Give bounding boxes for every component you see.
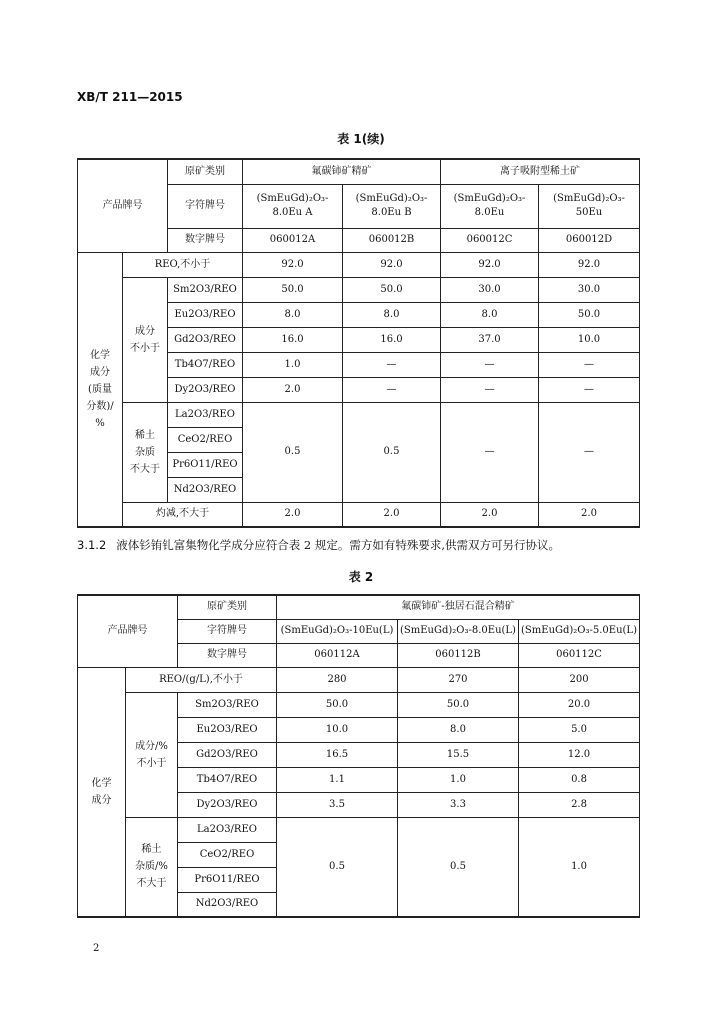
value-cell: 50.0 bbox=[243, 277, 343, 302]
value-cell: 0.5 bbox=[243, 402, 343, 502]
value-cell: 0.8 bbox=[519, 767, 640, 792]
value-cell: 3.3 bbox=[398, 792, 519, 817]
reo-label: REO/(g/L),不小于 bbox=[126, 667, 277, 692]
group-header-b: 离子吸附型稀土矿 bbox=[441, 159, 640, 184]
value-cell: 16.5 bbox=[277, 742, 398, 767]
table2 bbox=[77, 594, 640, 918]
oxide-label: CeO2/REO bbox=[178, 842, 277, 867]
chem-comp-label: 化学 成分 bbox=[78, 667, 126, 917]
oxide-label: La2O3/REO bbox=[168, 402, 243, 427]
value-cell: 5.0 bbox=[519, 717, 640, 742]
num-grade-cell: 060112A bbox=[277, 643, 398, 667]
oxide-label: Gd2O3/REO bbox=[168, 327, 243, 352]
page-number: 2 bbox=[93, 943, 100, 954]
impurity-group-label: 稀土 杂质 不大于 bbox=[123, 402, 168, 502]
char-grade-cell: (SmEuGd)₂O₃-10Eu(L) bbox=[277, 619, 398, 643]
value-cell: 2.8 bbox=[519, 792, 640, 817]
value-cell: 1.0 bbox=[519, 817, 640, 917]
char-grade-cell: (SmEuGd)₂O₃- 8.0Eu B bbox=[343, 184, 441, 228]
standard-number: XB/T 211—2015 bbox=[77, 90, 183, 104]
table-row bbox=[78, 159, 640, 184]
product-grade-header: 产品牌号 bbox=[78, 159, 168, 252]
num-grade-header: 数字牌号 bbox=[168, 228, 243, 252]
oxide-label: Sm2O3/REO bbox=[168, 277, 243, 302]
oxide-label: Nd2O3/REO bbox=[168, 477, 243, 502]
group-header-a: 氟碳铈矿精矿 bbox=[243, 159, 441, 184]
value-cell: 8.0 bbox=[398, 717, 519, 742]
product-grade-header: 产品牌号 bbox=[78, 595, 178, 667]
clause-text: 液体钐铕钆富集物化学成分应符合表 2 规定。需方如有特殊要求,供需双方可另行协议。 bbox=[116, 538, 561, 552]
table1-caption: 表 1(续) bbox=[337, 132, 385, 146]
value-cell: 92.0 bbox=[539, 252, 640, 277]
value-cell: 92.0 bbox=[243, 252, 343, 277]
oxide-label: Dy2O3/REO bbox=[168, 377, 243, 402]
char-grade-header: 字符牌号 bbox=[168, 184, 243, 228]
table-row bbox=[78, 817, 640, 842]
value-cell: 50.0 bbox=[539, 302, 640, 327]
char-grade-cell: (SmEuGd)₂O₃-8.0Eu(L) bbox=[398, 619, 519, 643]
clause-number: 3.1.2 bbox=[77, 538, 107, 552]
table-row bbox=[78, 595, 640, 619]
value-cell: — bbox=[539, 377, 640, 402]
value-cell: 30.0 bbox=[539, 277, 640, 302]
num-grade-cell: 060012D bbox=[539, 228, 640, 252]
num-grade-cell: 060112B bbox=[398, 643, 519, 667]
value-cell: 20.0 bbox=[519, 692, 640, 717]
oxide-label: Dy2O3/REO bbox=[178, 792, 277, 817]
clause-3-1-2 bbox=[77, 537, 560, 553]
value-cell: 280 bbox=[277, 667, 398, 692]
num-grade-cell: 060112C bbox=[519, 643, 640, 667]
value-cell: 1.0 bbox=[398, 767, 519, 792]
oxide-label: Eu2O3/REO bbox=[178, 717, 277, 742]
value-cell: 0.5 bbox=[398, 817, 519, 917]
char-grade-header: 字符牌号 bbox=[178, 619, 277, 643]
value-cell: 200 bbox=[519, 667, 640, 692]
oxide-label: Sm2O3/REO bbox=[178, 692, 277, 717]
table-row bbox=[78, 252, 640, 277]
oxide-label: CeO2/REO bbox=[168, 427, 243, 452]
value-cell: 2.0 bbox=[539, 502, 640, 527]
value-cell: 0.5 bbox=[277, 817, 398, 917]
value-cell: 1.1 bbox=[277, 767, 398, 792]
value-cell: 270 bbox=[398, 667, 519, 692]
oxide-label: Pr6O11/REO bbox=[178, 867, 277, 892]
table-row bbox=[78, 667, 640, 692]
oxide-label: Nd2O3/REO bbox=[178, 892, 277, 917]
value-cell: — bbox=[343, 377, 441, 402]
value-cell: 12.0 bbox=[519, 742, 640, 767]
oxide-label: Tb4O7/REO bbox=[168, 352, 243, 377]
value-cell: — bbox=[441, 352, 539, 377]
char-grade-cell: (SmEuGd)₂O₃- 50Eu bbox=[539, 184, 640, 228]
value-cell: 0.5 bbox=[343, 402, 441, 502]
char-grade-cell: (SmEuGd)₂O₃- 8.0Eu bbox=[441, 184, 539, 228]
value-cell: 10.0 bbox=[277, 717, 398, 742]
value-cell: 37.0 bbox=[441, 327, 539, 352]
value-cell: 92.0 bbox=[343, 252, 441, 277]
value-cell: 8.0 bbox=[441, 302, 539, 327]
value-cell: 2.0 bbox=[343, 502, 441, 527]
value-cell: 50.0 bbox=[343, 277, 441, 302]
table-row bbox=[78, 277, 640, 302]
value-cell: 8.0 bbox=[343, 302, 441, 327]
value-cell: 2.0 bbox=[441, 502, 539, 527]
component-group-label: 成分/% 不小于 bbox=[126, 692, 178, 817]
char-grade-cell: (SmEuGd)₂O₃- 8.0Eu A bbox=[243, 184, 343, 228]
value-cell: 1.0 bbox=[243, 352, 343, 377]
value-cell: 16.0 bbox=[243, 327, 343, 352]
value-cell: 3.5 bbox=[277, 792, 398, 817]
component-group-label: 成分 不小于 bbox=[123, 277, 168, 402]
value-cell: — bbox=[441, 402, 539, 502]
oxide-label: La2O3/REO bbox=[178, 817, 277, 842]
num-grade-header: 数字牌号 bbox=[178, 643, 277, 667]
value-cell: — bbox=[539, 402, 640, 502]
num-grade-cell: 060012A bbox=[243, 228, 343, 252]
oxide-label: Tb4O7/REO bbox=[178, 767, 277, 792]
value-cell: — bbox=[539, 352, 640, 377]
value-cell: 8.0 bbox=[243, 302, 343, 327]
impurity-group-label: 稀土 杂质/% 不大于 bbox=[126, 817, 178, 917]
table1 bbox=[77, 158, 640, 528]
value-cell: 15.5 bbox=[398, 742, 519, 767]
table2-caption: 表 2 bbox=[348, 570, 374, 584]
chem-comp-label: 化学 成分 (质量 分数)/ % bbox=[78, 252, 123, 527]
value-cell: 2.0 bbox=[243, 502, 343, 527]
table-row bbox=[78, 402, 640, 427]
value-cell: 30.0 bbox=[441, 277, 539, 302]
value-cell: 10.0 bbox=[539, 327, 640, 352]
orig-type-header: 原矿类别 bbox=[168, 159, 243, 184]
oxide-label: Gd2O3/REO bbox=[178, 742, 277, 767]
group-header: 氟碳铈矿-独居石混合精矿 bbox=[277, 595, 640, 619]
value-cell: — bbox=[343, 352, 441, 377]
value-cell: 50.0 bbox=[398, 692, 519, 717]
loi-label: 灼减,不大于 bbox=[123, 502, 243, 527]
char-grade-cell: (SmEuGd)₂O₃-5.0Eu(L) bbox=[519, 619, 640, 643]
table-row bbox=[78, 692, 640, 717]
oxide-label: Pr6O11/REO bbox=[168, 452, 243, 477]
num-grade-cell: 060012C bbox=[441, 228, 539, 252]
num-grade-cell: 060012B bbox=[343, 228, 441, 252]
value-cell: 2.0 bbox=[243, 377, 343, 402]
value-cell: 92.0 bbox=[441, 252, 539, 277]
reo-label: REO,不小于 bbox=[123, 252, 243, 277]
table-row bbox=[78, 502, 640, 527]
orig-type-header: 原矿类别 bbox=[178, 595, 277, 619]
value-cell: — bbox=[441, 377, 539, 402]
value-cell: 50.0 bbox=[277, 692, 398, 717]
oxide-label: Eu2O3/REO bbox=[168, 302, 243, 327]
value-cell: 16.0 bbox=[343, 327, 441, 352]
